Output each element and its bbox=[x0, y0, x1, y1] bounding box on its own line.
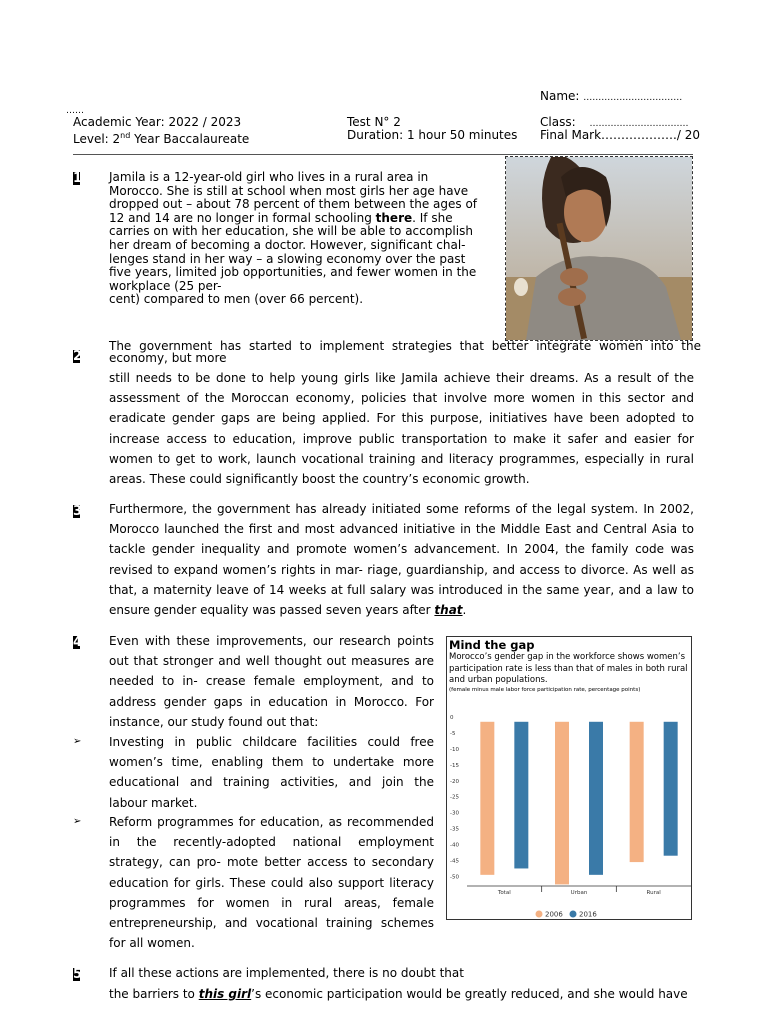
class-dots: …………………………… bbox=[589, 119, 689, 129]
chart-note: (female minus male labor force participation rate, percentage points) bbox=[449, 687, 641, 693]
bullet-arrow-icon: ➢ bbox=[73, 736, 82, 747]
legend-marker-2016 bbox=[570, 911, 577, 918]
chart-title: Mind the gap bbox=[449, 638, 535, 652]
level-text: Level: 2 bbox=[73, 132, 121, 146]
girl-photo bbox=[505, 156, 693, 341]
y-tick-label: 0 bbox=[450, 715, 454, 721]
paragraph-2-body: still needs to be done to help young girls like Jamila achieve their dreams. As a result of the assessment of the Moroccan economy, policies that involve more women in this sector and eradicate gender gaps are being applied. For this purpose, initiatives have been adopted to increase access to education, improve public transportation to make it safer and easier for women to get to work, launch vocational training and literacy programmes, especially in rural areas. These could significantly boost the country’s economic growth. bbox=[109, 371, 694, 487]
legend-label: 2016 bbox=[579, 910, 597, 919]
bullet-2: Reform programmes for education, as recommended in the recently-adopted national employment strategy, can pro- mote better access to secondary education for girls. These could also support literacy programmes for women in rural areas, female entrepreneurship, and vocational training schemes for all women. bbox=[109, 815, 434, 951]
paragraph-number-5: 5 bbox=[73, 967, 83, 982]
p1-line: workplace (25 per- bbox=[109, 278, 222, 293]
paragraph-number-3: 3 bbox=[73, 504, 83, 519]
p3-text: Furthermore, the government has already initiated some reforms of the legal system. In 2002, Morocco launched the first and most advanced initiative in the Middle East and Central Asia to tackle gender inequality and promote women’s advancement. In 2004, the family code was revised to expand women’s rights in mar- riage, guardianship, and access to divorce. As well as that, a maternity leave of 14 weeks at full salary was introduced in the same year, and a law to ensure gender equality was passed seven years after bbox=[109, 502, 694, 618]
academic-year: Academic Year: 2022 / 2023 bbox=[73, 115, 242, 129]
y-tick-label: -35 bbox=[450, 826, 459, 833]
y-tick-label: -20 bbox=[450, 778, 459, 785]
y-tick-label: -30 bbox=[450, 810, 459, 817]
level-sup: nd bbox=[120, 131, 131, 140]
p1-line: her dream of becoming a doctor. However, significant chal- bbox=[109, 237, 466, 252]
legend-marker-2006 bbox=[536, 911, 543, 918]
x-tick-label: Rural bbox=[646, 890, 661, 896]
bar-2016 bbox=[664, 722, 678, 856]
word-that: that bbox=[434, 603, 463, 618]
header-divider bbox=[73, 154, 693, 155]
paragraph-4-intro: Even with these improvements, our research points out that stronger and well thought out measures are needed to in- crease female employment, and to address gender gaps in education in Morocco. For instance, our study found out that: bbox=[109, 634, 434, 729]
paragraph-number-2: 2 bbox=[73, 349, 83, 364]
p5-line-2 bbox=[109, 988, 694, 1002]
p3-end: . bbox=[462, 603, 467, 618]
class-label: Class: bbox=[540, 115, 576, 129]
y-tick-label: -10 bbox=[450, 746, 459, 753]
paragraph-number-4: 4 bbox=[73, 635, 83, 650]
words-this-girl: this girl bbox=[198, 987, 252, 1001]
y-tick-label: -15 bbox=[450, 762, 459, 769]
bar-2006 bbox=[480, 722, 494, 875]
y-tick-label: -5 bbox=[450, 730, 456, 737]
chart-subtitle: Morocco’s gender gap in the workforce shows women’s participation rate is less than that of males in both rural and urban populations. bbox=[449, 652, 688, 685]
p2-first-line: The government has started to implement strategies that better integrate women into the bbox=[109, 339, 701, 353]
y-tick-label: -45 bbox=[450, 858, 459, 865]
y-tick-label: -40 bbox=[450, 842, 459, 849]
y-tick-label: -25 bbox=[450, 794, 459, 801]
leading-dots: …… bbox=[66, 106, 84, 116]
p1-text: . If she bbox=[412, 210, 453, 225]
p1-text: 12 and 14 are no longer in formal schooling bbox=[109, 210, 376, 225]
final-mark: Final Mark………………./ 20 bbox=[540, 128, 701, 142]
bullet-arrow-icon: ➢ bbox=[73, 816, 82, 827]
legend-label: 2006 bbox=[545, 910, 563, 919]
name-dots: …………………………… bbox=[583, 93, 683, 103]
name-field bbox=[540, 89, 682, 106]
bar-2006 bbox=[555, 722, 569, 885]
test-number: Test N° 2 bbox=[347, 115, 401, 129]
bar-2016 bbox=[589, 722, 603, 875]
p2-second-line: economy, but more bbox=[109, 351, 227, 365]
p1-line: carries on with her education, she will be able to accomplish bbox=[109, 224, 473, 239]
chart-plot bbox=[447, 637, 691, 919]
p1-line: lenges stand in her way – a slowing economy over the past bbox=[109, 251, 466, 266]
paragraph-3 bbox=[109, 499, 694, 620]
p1-line: five years, limited job opportunities, and fewer women in the bbox=[109, 265, 477, 280]
p1-line: dropped out – about 78 percent of them between the ages of bbox=[109, 197, 478, 212]
p1-line bbox=[109, 212, 499, 226]
p1-line: Morocco. She is still at school when most girls her age have bbox=[109, 183, 469, 198]
bar-2006 bbox=[630, 722, 644, 862]
x-tick-label: Urban bbox=[570, 890, 588, 896]
bar-2016 bbox=[514, 722, 528, 869]
level-rest: Year Baccalaureate bbox=[130, 132, 250, 146]
word-there: there bbox=[375, 210, 413, 225]
duration: Duration: 1 hour 50 minutes bbox=[347, 128, 518, 142]
y-tick-label: -50 bbox=[450, 874, 459, 881]
p1-line: cent) compared to men (over 66 percent). bbox=[109, 292, 364, 307]
name-label: Name: bbox=[540, 89, 580, 103]
girl-illustration bbox=[506, 157, 692, 340]
level bbox=[73, 128, 249, 147]
p5-line-1: If all these actions are implemented, there is no doubt that bbox=[109, 966, 464, 980]
paragraph-1 bbox=[109, 171, 499, 307]
p5-text: the barriers to bbox=[109, 987, 199, 1001]
p1-line: Jamila is a 12-year-old girl who lives in a rural area in bbox=[109, 170, 429, 184]
paragraph-number-1: 1 bbox=[73, 171, 83, 186]
p5-text: ’s economic participation would be greatly reduced, and she would have bbox=[251, 987, 688, 1001]
bullet-1: Investing in public childcare facilities could free women’s time, enabling them to undertake more educational and training activities, and join the labour market. bbox=[109, 735, 434, 810]
x-tick-label: Total bbox=[497, 890, 511, 896]
gender-gap-chart bbox=[446, 636, 692, 920]
